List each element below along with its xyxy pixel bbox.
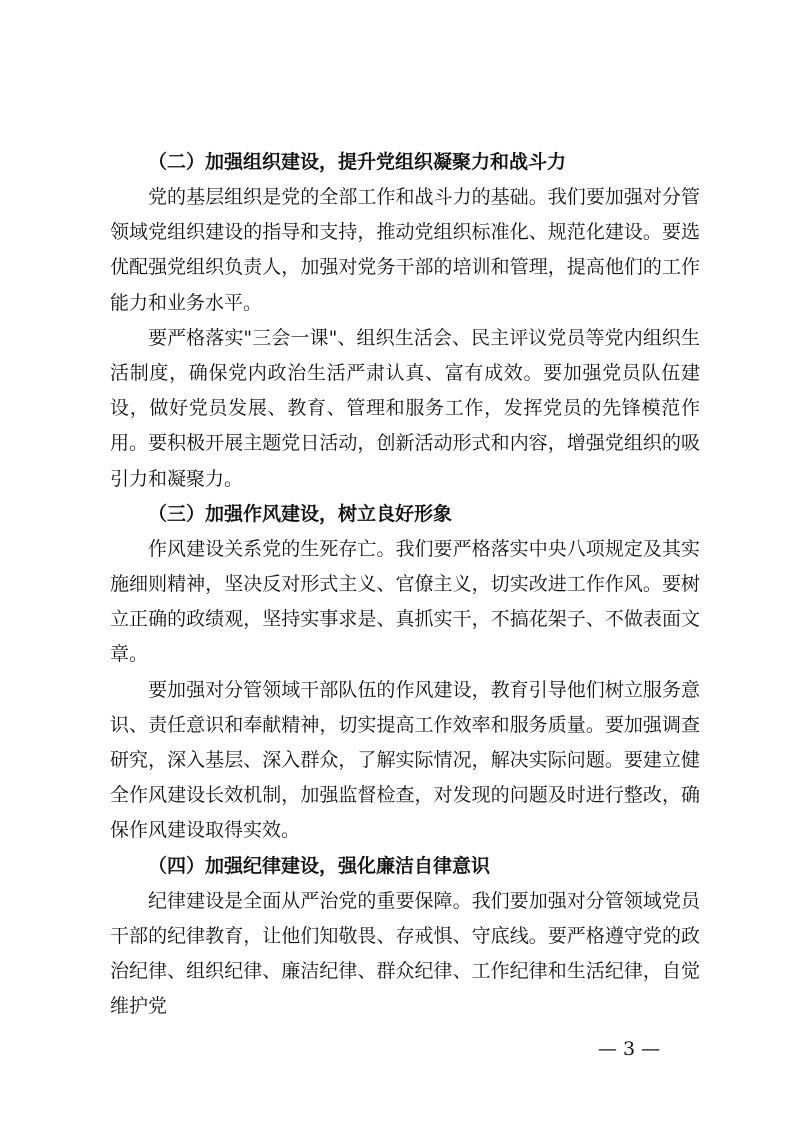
document-body: [110, 145, 700, 1024]
paragraph: 要加强对分管领域干部队伍的作风建设，教育引导他们树立服务意识、责任意识和奉献精神，切实提高工作效率和服务质量。要加强调查研究，深入基层、深入群众，了解实际情况，解决实际问题。要建立健全作风建设长效机制，加强监督检查，对发现的问题及时进行整改，确保作风建设取得实效。: [110, 678, 700, 842]
section-heading: （三）加强作风建设，树立良好形象: [148, 502, 453, 525]
section-heading: （四）加强纪律建设，强化廉洁自律意识: [148, 854, 491, 877]
paragraph: 党的基层组织是党的全部工作和战斗力的基础。我们要加强对分管领域党组织建设的指导和支持，推动党组织标准化、规范化建设。要选优配强党组织负责人，加强对党务干部的培训和管理，提高他们的工作能力和业务水平。: [110, 186, 700, 314]
paragraph: 纪律建设是全面从严治党的重要保障。我们要加强对分管领域党员干部的纪律教育，让他们知敬畏、存戒惧、守底线。要严格遵守党的政治纪律、组织纪律、廉洁纪律、群众纪律、工作纪律和生活纪律，自觉维护党: [110, 889, 700, 1018]
page-number: — 3 —: [598, 1038, 661, 1060]
paragraph: 要严格落实"三会一课"、组织生活会、民主评议党员等党内组织生活制度，确保党内政治生活严肃认真、富有成效。要加强党员队伍建设，做好党员发展、教育、管理和服务工作，发挥党员的先锋模范作用。要积极开展主题党日活动，创新活动形式和内容，增强党组织的吸引力和凝聚力。: [110, 326, 700, 490]
paragraph: 作风建设关系党的生死存亡。我们要严格落实中央八项规定及其实施细则精神，坚决反对形式主义、官僚主义，切实改进工作作风。要树立正确的政绩观，坚持实事求是、真抓实干，不搞花架子、不做表面文章。: [110, 537, 700, 666]
section-heading: （二）加强组织建设，提升党组织凝聚力和战斗力: [148, 151, 567, 173]
